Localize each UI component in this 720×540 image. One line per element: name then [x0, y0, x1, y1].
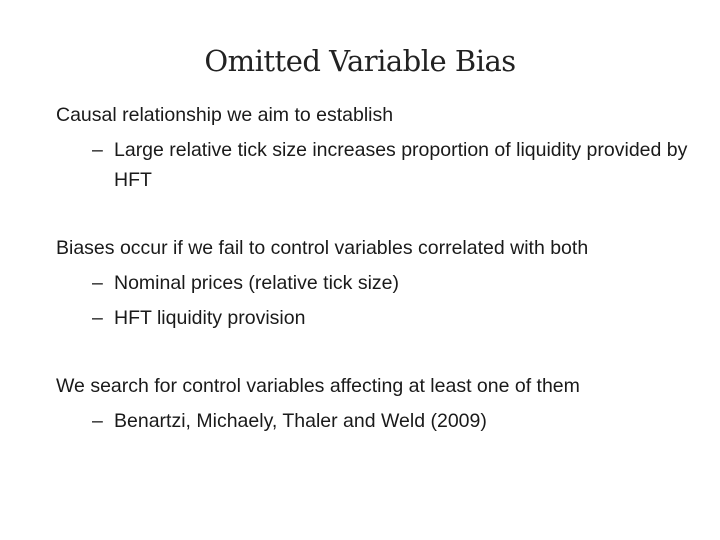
slide-body	[56, 100, 696, 436]
sub-bullet-text: HFT liquidity provision	[114, 307, 306, 329]
sub-bullet-nominal-prices	[92, 268, 696, 298]
bullet-causal-relationship: Causal relationship we aim to establish	[56, 104, 394, 126]
sub-bullet-text: Benartzi, Michaely, Thaler and Weld (2009)	[114, 410, 487, 432]
dash-marker: –	[92, 410, 103, 432]
spacer	[56, 195, 696, 233]
sub-bullet-citation	[92, 406, 696, 436]
slide-title: Omitted Variable Bias	[204, 44, 516, 78]
dash-marker: –	[92, 307, 103, 329]
sub-bullet-text: Large relative tick size increases proportion of liquidity provided by HFT	[114, 139, 688, 191]
spacer	[56, 333, 696, 371]
bullet-control-variables: We search for control variables affecting at least one of them	[56, 375, 580, 397]
dash-marker: –	[92, 139, 103, 161]
bullet-biases: Biases occur if we fail to control variables correlated with both	[56, 237, 589, 259]
sub-bullet-tick-size-hft	[92, 135, 696, 195]
sub-bullet-text: Nominal prices (relative tick size)	[114, 272, 399, 294]
dash-marker: –	[92, 272, 103, 294]
sub-bullet-hft-liquidity	[92, 303, 696, 333]
